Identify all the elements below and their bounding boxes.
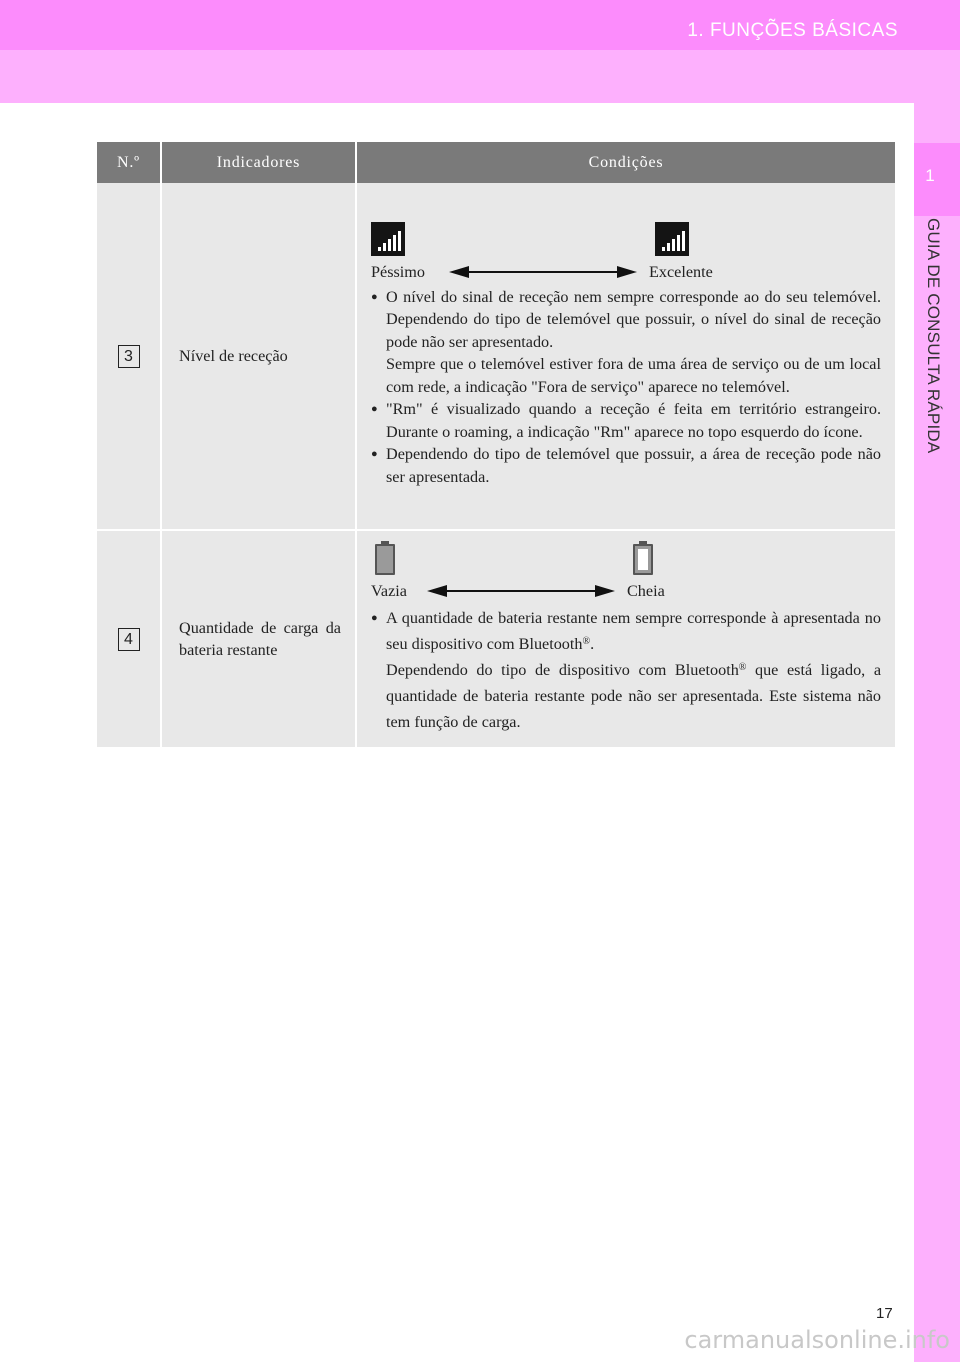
indicator-name: Quantidade de carga da bateria restante — [161, 530, 356, 748]
list-item: ● Dependendo do tipo de telemóvel que possuir, a área de receção pode não ser apresentada. — [371, 443, 881, 488]
indicator-name: Nível de receção — [161, 183, 356, 530]
note-text: O nível do sinal de receção nem sempre corresponde ao do seu telemóvel. Dependendo do tipo de telemóvel que possuir, o nível do sinal de receção pode não ser apresentado. — [386, 287, 881, 351]
scale-max-label: Excelente — [649, 262, 713, 281]
row-number-badge: 4 — [118, 628, 140, 651]
side-tab-number: 1 — [925, 166, 935, 185]
arrow-left-icon — [449, 266, 469, 278]
header-number: N.º — [97, 142, 161, 183]
indicator-table — [97, 142, 895, 749]
conditions-cell — [356, 530, 895, 748]
header-conditions: Condições — [356, 142, 895, 183]
note-continuation — [386, 657, 881, 735]
header-indicators: Indicadores — [161, 142, 356, 183]
scale-min-label: Péssimo — [371, 262, 425, 281]
registered-mark: ® — [738, 662, 747, 673]
side-tab-label: GUIA DE CONSULTA RÁPIDA — [924, 218, 943, 454]
reception-notes — [371, 286, 881, 489]
signal-full-icon — [655, 222, 689, 256]
list-item: ● "Rm" é visualizado quando a receção é feita em território estrangeiro. Durante o roaming, a indicação "Rm" aparece no topo esquerdo do ícone. — [371, 398, 881, 443]
scale-arrow-line — [467, 271, 619, 273]
list-item — [371, 605, 881, 735]
registered-mark: ® — [582, 636, 591, 647]
note-continuation: Sempre que o telemóvel estiver fora de uma área de serviço ou de um local com rede, a indicação "Fora de serviço" aparece no telemóvel. — [386, 355, 881, 396]
table-row-reception — [97, 183, 895, 530]
signal-weak-icon — [371, 222, 405, 256]
note-text-end: . — [590, 635, 595, 653]
note-text: A quantidade de bateria restante nem sempre corresponde à apresentada no seu dispositivo com Bluetooth — [386, 609, 881, 653]
battery-empty-icon — [375, 541, 395, 575]
page-number: 17 — [876, 1305, 893, 1322]
conditions-cell — [356, 183, 895, 530]
battery-full-icon — [633, 541, 653, 575]
note-continuation-end: que está ligado, a quantidade de bateria restante pode não ser apresentada. Este sistema não tem função de carga. — [386, 661, 882, 731]
scale-arrow-line — [445, 590, 597, 592]
section-title: 1. FUNÇÕES BÁSICAS — [687, 20, 898, 41]
arrow-right-icon — [617, 266, 637, 278]
battery-icons-row — [371, 541, 881, 579]
battery-scale — [371, 579, 881, 603]
watermark: carmanualsonline.info — [684, 1326, 950, 1354]
scale-max-label: Cheia — [627, 582, 665, 600]
arrow-left-icon — [427, 585, 447, 597]
row-number-cell — [97, 183, 161, 530]
note-continuation-start: Dependendo do tipo de dispositivo com Bluetooth — [386, 661, 739, 679]
signal-icons-row — [371, 222, 881, 260]
row-number-badge: 3 — [118, 345, 140, 368]
table-header-row — [97, 142, 895, 183]
scale-min-label: Vazia — [371, 582, 407, 600]
battery-notes — [371, 605, 881, 735]
list-item — [371, 286, 881, 399]
reception-scale — [371, 260, 881, 284]
table-row-battery — [97, 530, 895, 748]
row-number-cell — [97, 530, 161, 748]
arrow-right-icon — [595, 585, 615, 597]
